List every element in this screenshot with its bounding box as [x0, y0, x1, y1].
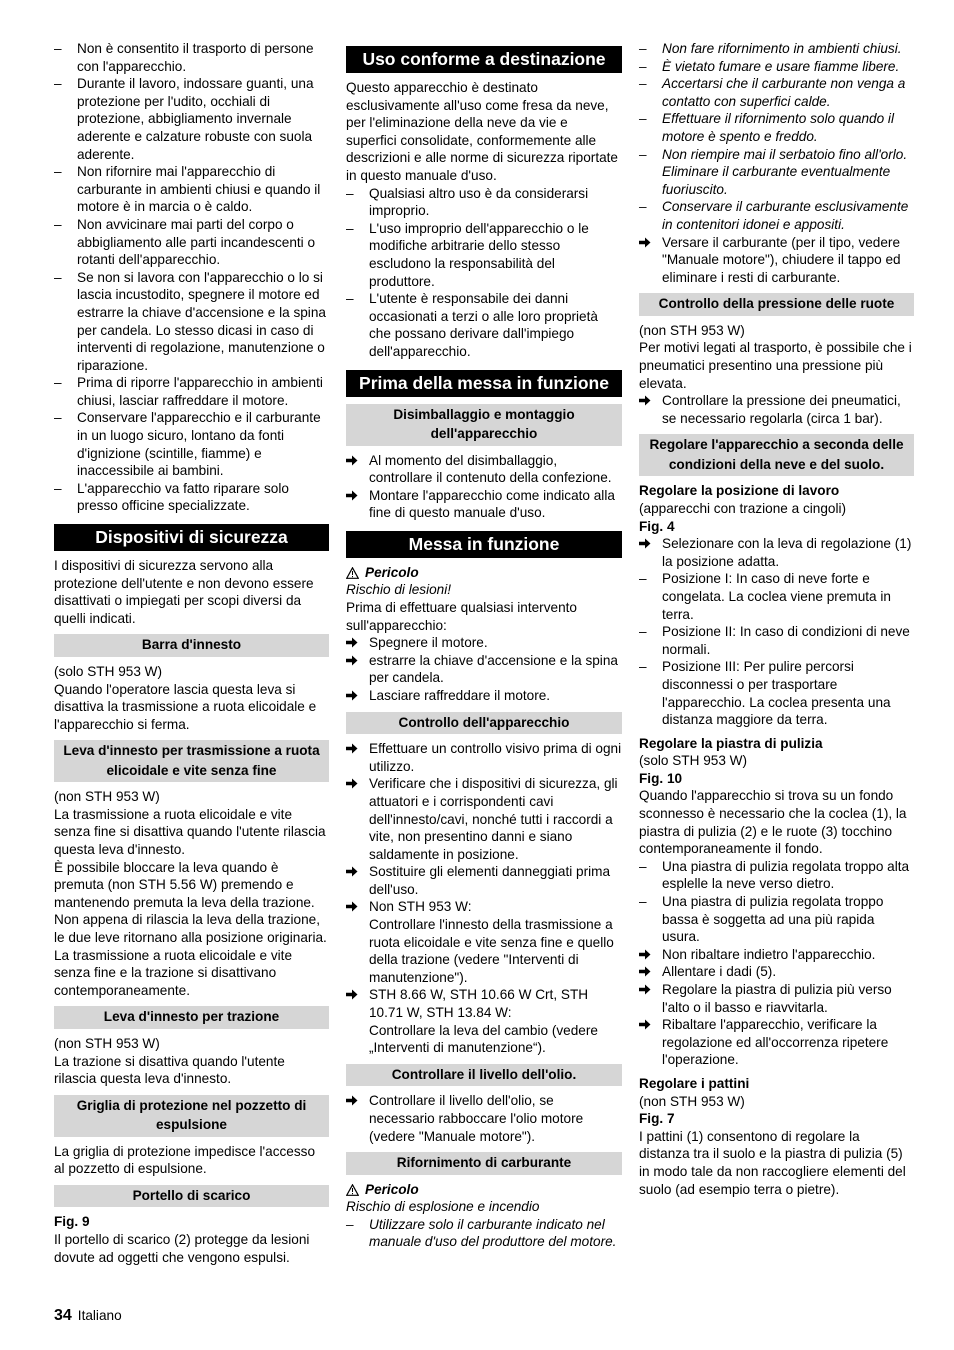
- section-heading-dispositivi: Dispositivi di sicurezza: [54, 524, 329, 551]
- item-text: Verificare che i dispositivi di sicurezza, gli attuatori e i corrispondenti cavi dell'innesto/cavi, nonché tutti i raccordi a vite, non presentino danni e siano saldamente in posizione.: [369, 776, 618, 862]
- dash-marker: –: [346, 291, 354, 307]
- action-item: [346, 863, 622, 898]
- paragraph: Controllare la leva del cambio (vedere „Interventi di manutenzione“).: [369, 1022, 598, 1056]
- item-text: Posizione III: Per pulire percorsi disconnessi o per trasportare l'apparecchio. La coclea presenta una distanza maggiore da terra.: [662, 659, 891, 728]
- paragraph: I pattini (1) consentono di regolare la distanza tra il suolo e la piastra di pulizia (5) in modo tale da non raccogliere elementi del suolo (ad esempio terra o pietre).: [639, 1128, 906, 1197]
- note: (apparecchi con trazione a cingoli): [639, 500, 847, 516]
- item-text: Controllare il livello dell'olio, se necessario rabboccare l'olio motore (vedere "Manuale motore").: [369, 1093, 584, 1144]
- arrow-right-icon: [346, 863, 366, 877]
- list-item: [639, 570, 914, 623]
- dash-marker: –: [639, 858, 647, 874]
- item-text: Controllare la pressione dei pneumatici, se necessario regolarla (circa 1 bar).: [662, 393, 901, 426]
- language-label: Italiano: [77, 1308, 122, 1323]
- action-list: [639, 392, 914, 427]
- arrow-right-icon: [639, 392, 659, 406]
- item-text: Posizione I: In caso di neve forte e congelata. La coclea viene premuta in terra.: [662, 571, 891, 622]
- subheading-olio: Controllare il livello dell'olio.: [346, 1064, 622, 1087]
- subheading-barra: Barra d'innesto: [54, 634, 329, 657]
- item-text: Lasciare raffreddare il motore.: [369, 688, 551, 704]
- dash-marker: –: [639, 58, 647, 74]
- dash-marker: –: [54, 76, 62, 92]
- heading-posizione: Regolare la posizione di lavoro: [639, 483, 840, 499]
- list-item: [54, 269, 329, 375]
- arrow-right-icon: [346, 898, 366, 912]
- arrow-right-icon: [346, 634, 366, 648]
- action-item: [346, 452, 622, 487]
- item-text: Se non si lavora con l'apparecchio o lo si lascia incustodito, spegnere il motore ed estrarre la chiave d'accensione e la spina per candela. Lo stesso dicasi in caso di interventi di regolazione, manutenzione o riparazione.: [77, 269, 326, 373]
- item-text: Non riempire mai il serbatoio fino all'orlo. Eliminare il carburante eventualmente fuoriuscito.: [662, 146, 908, 197]
- dash-marker: –: [639, 659, 647, 675]
- safety-list: [54, 40, 329, 515]
- item-text: È vietato fumare e usare fiamme libere.: [662, 58, 900, 74]
- dash-marker: –: [639, 624, 647, 640]
- list-item: [639, 110, 914, 145]
- arrow-right-icon: [346, 487, 366, 501]
- action-list: [346, 1092, 622, 1145]
- list-item: [54, 480, 329, 515]
- note: (solo STH 953 W): [639, 753, 748, 769]
- item-text: Ribaltare l'apparecchio, verificare la regolazione ed all'occorrenza ripetere l'operazione.: [662, 1017, 889, 1068]
- danger-sub: Rischio di lesioni!: [346, 582, 452, 598]
- paragraph: Controllare l'innesto della trasmissione a ruota elicoidale e vite senza fine e quello della trazione (vedere "Interventi di manutenzione").: [369, 917, 614, 985]
- danger-label: Pericolo: [346, 1181, 622, 1199]
- dash-marker: –: [54, 410, 62, 426]
- danger-label: Pericolo: [346, 564, 622, 582]
- dash-marker: –: [639, 146, 647, 162]
- arrow-right-icon: [346, 740, 366, 754]
- item-text: Accertarsi che il carburante non venga a contatto con superfici calde.: [662, 76, 906, 109]
- list-item: [54, 40, 329, 75]
- subheading-leva-vite: Leva d'innesto per trasmissione a ruota elicoidale e vite senza fine: [54, 740, 329, 782]
- page-footer: [54, 1307, 122, 1325]
- arrow-right-icon: [639, 946, 659, 960]
- dash-marker: –: [346, 1216, 354, 1232]
- action-item: [346, 1092, 622, 1145]
- arrow-right-icon: [346, 775, 366, 789]
- action-list: [346, 634, 622, 704]
- action-item: [346, 986, 622, 1021]
- column-1: [54, 40, 329, 1266]
- item-text: Conservare il carburante esclusivamente in contenitori idonei e appositi.: [662, 199, 909, 232]
- item-text: Non è consentito il trasporto di persone con l'apparecchio.: [77, 41, 314, 74]
- item-text: Spegnere il motore.: [369, 635, 488, 651]
- item-text: Una piastra di pulizia regolata troppo alta esplelle la neve verso dietro.: [662, 858, 910, 892]
- action-list: [346, 452, 622, 522]
- paragraph: Quando l'operatore lascia questa leva si disattiva la trasmissione a ruota elicoidale e l'apparecchio si ferma.: [54, 681, 317, 732]
- warning-triangle-icon: [346, 565, 365, 580]
- figure-ref: Fig. 10: [639, 770, 683, 786]
- action-list: [639, 946, 914, 1069]
- list-item: [346, 185, 622, 220]
- paragraph: Per motivi legati al trasporto, è possibile che i pneumatici presentino una pressione più elevata.: [639, 340, 912, 391]
- arrow-right-icon: [639, 234, 659, 248]
- danger-sub: Rischio di esplosione e incendio: [346, 1199, 540, 1215]
- action-item: [639, 234, 914, 287]
- action-item: [346, 898, 622, 916]
- dash-marker: –: [346, 185, 354, 201]
- item-text: Allentare i dadi (5).: [662, 964, 777, 980]
- item-text: L'utente è responsabile dei danni occasionati a terzi o alle loro proprietà che possano derivare dall'impiego dell'apparecchio.: [369, 291, 598, 359]
- note: (non STH 953 W): [639, 322, 745, 338]
- action-item: [346, 687, 622, 705]
- dash-marker: –: [639, 41, 647, 56]
- figure-ref: Fig. 9: [54, 1214, 90, 1230]
- figure-ref: Fig. 7: [639, 1111, 675, 1127]
- list-item: [54, 409, 329, 479]
- paragraph: Il portello di scarico (2) protegge da lesioni dovute ad oggetti che vengono espulsi.: [54, 1231, 310, 1265]
- action-item: [639, 981, 914, 1016]
- subheading-controllo: Controllo dell'apparecchio: [346, 712, 622, 735]
- action-item: [639, 1016, 914, 1069]
- subheading-portello: Portello di scarico: [54, 1185, 329, 1208]
- dash-marker: –: [639, 111, 647, 127]
- subheading-rifornimento: Rifornimento di carburante: [346, 1152, 622, 1175]
- item-text: Posizione II: In caso di condizioni di neve normali.: [662, 624, 910, 657]
- dash-list: [346, 1216, 622, 1251]
- page-number: 34: [54, 1307, 72, 1324]
- subheading-griglia: Griglia di protezione nel pozzetto di espulsione: [54, 1095, 329, 1137]
- action-item: [346, 652, 622, 687]
- subheading-regolare: Regolare l'apparecchio a seconda delle condizioni della neve e del suolo.: [639, 434, 914, 476]
- item-text: Non fare rifornimento in ambienti chiusi.: [662, 41, 902, 56]
- dash-list: [346, 185, 622, 361]
- item-text: L'uso improprio dell'apparecchio o le modifiche arbitrarie dello stesso escludono la responsabilità del produttore.: [369, 220, 589, 289]
- dash-list: [639, 40, 914, 234]
- paragraph: Quando l'apparecchio si trova su un fondo sconnesso è necessario che la coclea (1), la piastra di pulizia (2) e le ruote (3) tocchino contemporaneamente il fondo.: [639, 788, 907, 857]
- arrow-right-icon: [346, 687, 366, 701]
- item-text: STH 8.66 W, STH 10.66 W Crt, STH 10.71 W, STH 13.84 W:: [369, 987, 589, 1021]
- action-list: [346, 740, 622, 916]
- paragraph: La trasmissione a ruota elicoidale e vite senza fine si disattiva quando l'utente rilascia questa leva d'innesto.: [54, 806, 326, 858]
- note: (non STH 953 W): [639, 1093, 745, 1109]
- paragraph: La trazione si disattiva quando l'utente rilascia questa leva d'innesto.: [54, 1053, 285, 1087]
- dash-marker: –: [54, 164, 62, 180]
- paragraph: I dispositivi di sicurezza servono alla protezione dell'utente e non devono essere disattivati o impiegati per scopi diversi da quelli indicati.: [54, 558, 314, 626]
- dash-list: [639, 858, 914, 946]
- subheading-leva-trazione: Leva d'innesto per trazione: [54, 1006, 329, 1029]
- arrow-right-icon: [639, 1016, 659, 1030]
- arrow-right-icon: [346, 652, 366, 666]
- list-item: [639, 40, 914, 58]
- item-text: Non avvicinare mai parti del corpo o abbigliamento alle parti incandescenti o rotanti dell'apparecchio.: [77, 216, 316, 268]
- item-text: Qualsiasi altro uso è da considerarsi improprio.: [369, 185, 589, 219]
- paragraph: È possibile bloccare la leva quando è premuta (non STH 5.56 W) premendo e mantenendo premuta la leva della trazione. Non appena di rilascia la leva della trazione, le due leve ritornano alla posizione originaria. La trasmissione a ruota elicoidale e vite senza fine e la trazione si disattivano contemporaneamente.: [54, 859, 327, 998]
- heading-pattini: Regolare i pattini: [639, 1075, 750, 1091]
- arrow-right-icon: [639, 535, 659, 549]
- action-item: [346, 634, 622, 652]
- note: (non STH 953 W): [54, 789, 160, 805]
- list-item: [54, 75, 329, 163]
- item-text: Prima di riporre l'apparecchio in ambienti chiusi, lasciar raffreddare il motore.: [77, 375, 323, 408]
- dash-marker: –: [639, 571, 647, 587]
- list-item: [346, 1216, 622, 1251]
- item-text: Effettuare un controllo visivo prima di ogni utilizzo.: [369, 741, 622, 774]
- list-item: [54, 374, 329, 409]
- section-heading-messa: Messa in funzione: [346, 531, 622, 558]
- arrow-right-icon: [346, 1092, 366, 1106]
- action-item: [639, 946, 914, 964]
- section-heading-uso: Uso conforme a destinazione: [346, 46, 622, 73]
- action-list: [346, 986, 622, 1021]
- arrow-right-icon: [346, 986, 366, 1000]
- paragraph: Prima di effettuare qualsiasi intervento sull'apparecchio:: [346, 600, 577, 633]
- item-text: L'apparecchio va fatto riparare solo presso officine specializzate.: [77, 480, 289, 514]
- dash-marker: –: [54, 480, 62, 496]
- item-text: Non STH 953 W:: [369, 899, 472, 915]
- list-item: [639, 658, 914, 728]
- section-heading-prima: Prima della messa in funzione: [346, 370, 622, 397]
- item-text: Sostituire gli elementi danneggiati prima dell'uso.: [369, 864, 611, 897]
- item-text: Selezionare con la leva di regolazione (1) la posizione adatta.: [662, 536, 912, 569]
- list-item: [54, 216, 329, 269]
- arrow-right-icon: [639, 981, 659, 995]
- dash-list: [639, 570, 914, 728]
- arrow-right-icon: [639, 963, 659, 977]
- list-item: [639, 75, 914, 110]
- dash-marker: –: [639, 199, 647, 215]
- item-text: Conservare l'apparecchio e il carburante in un luogo sicuro, lontano da fonti d'ignizione (scintille, fiamme) e inaccessibile ai bambini.: [77, 410, 321, 479]
- arrow-right-icon: [346, 452, 366, 466]
- item-text: Non rifornire mai l'apparecchio di carburante in ambienti chiusi e quando il motore è in marcia o è caldo.: [77, 164, 321, 215]
- list-item: [639, 198, 914, 233]
- subheading-pressione: Controllo della pressione delle ruote: [639, 293, 914, 316]
- action-item: [639, 392, 914, 427]
- action-item: [346, 775, 622, 863]
- paragraph: La griglia di protezione impedisce l'accesso al pozzetto di espulsione.: [54, 1143, 316, 1177]
- list-item: [639, 623, 914, 658]
- heading-piastra: Regolare la piastra di pulizia: [639, 735, 823, 751]
- list-item: [346, 220, 622, 290]
- item-text: Una piastra di pulizia regolata troppo bassa è soggetta ad una più rapida usura.: [662, 894, 884, 945]
- note: (solo STH 953 W): [54, 663, 163, 679]
- list-item: [639, 146, 914, 199]
- item-text: Effettuare il rifornimento solo quando il motore è spento e freddo.: [662, 111, 894, 144]
- column-2: [346, 40, 622, 1251]
- subheading-disimballaggio: Disimballaggio e montaggio dell'apparecchio: [346, 404, 622, 446]
- note: (non STH 953 W): [54, 1035, 160, 1051]
- figure-ref: Fig. 4: [639, 518, 675, 534]
- action-list: [639, 234, 914, 287]
- dash-marker: –: [54, 216, 62, 232]
- list-item: [639, 58, 914, 76]
- column-3: [639, 40, 914, 1198]
- list-item: [639, 893, 914, 946]
- item-text: Utilizzare solo il carburante indicato nel manuale d'uso del produttore del motore.: [369, 1216, 617, 1250]
- paragraph: Questo apparecchio è destinato esclusivamente all'uso come fresa da neve, per l'eliminazione della neve da vie e superfici consolidate, conformemente alle descrizioni e alle norme di sicurezza riportate in questo manuale d'uso.: [346, 80, 618, 183]
- list-item: [54, 163, 329, 216]
- action-item: [639, 535, 914, 570]
- dash-marker: –: [54, 41, 62, 56]
- item-text: Durante il lavoro, indossare guanti, una protezione per l'udito, occhiali di protezione, abbigliamento invernale aderente e calzature robuste con suola aderente.: [77, 76, 314, 162]
- list-item: [346, 290, 622, 360]
- item-text: Regolare la piastra di pulizia più verso l'alto o il basso e riavvitarla.: [662, 982, 892, 1015]
- action-list: [639, 535, 914, 570]
- action-item: [346, 487, 622, 522]
- list-item: [639, 858, 914, 893]
- warning-triangle-icon: [346, 1182, 365, 1197]
- item-text: Al momento del disimballaggio, controllare il contenuto della confezione.: [369, 452, 612, 486]
- dash-marker: –: [639, 76, 647, 92]
- dash-marker: –: [54, 269, 62, 285]
- item-text: Non ribaltare indietro l'apparecchio.: [662, 946, 876, 962]
- action-item: [346, 740, 622, 775]
- item-text: Montare l'apparecchio come indicato alla fine di questo manuale d'uso.: [369, 487, 615, 521]
- action-item: [639, 963, 914, 981]
- dash-marker: –: [54, 375, 62, 391]
- dash-marker: –: [639, 894, 647, 910]
- dash-marker: –: [346, 220, 354, 236]
- item-text: estrarre la chiave d'accensione e la spina per candela.: [369, 652, 618, 686]
- item-text: Versare il carburante (per il tipo, vedere "Manuale motore"), chiudere il tappo ed eliminare i resti di carburante.: [662, 234, 901, 285]
